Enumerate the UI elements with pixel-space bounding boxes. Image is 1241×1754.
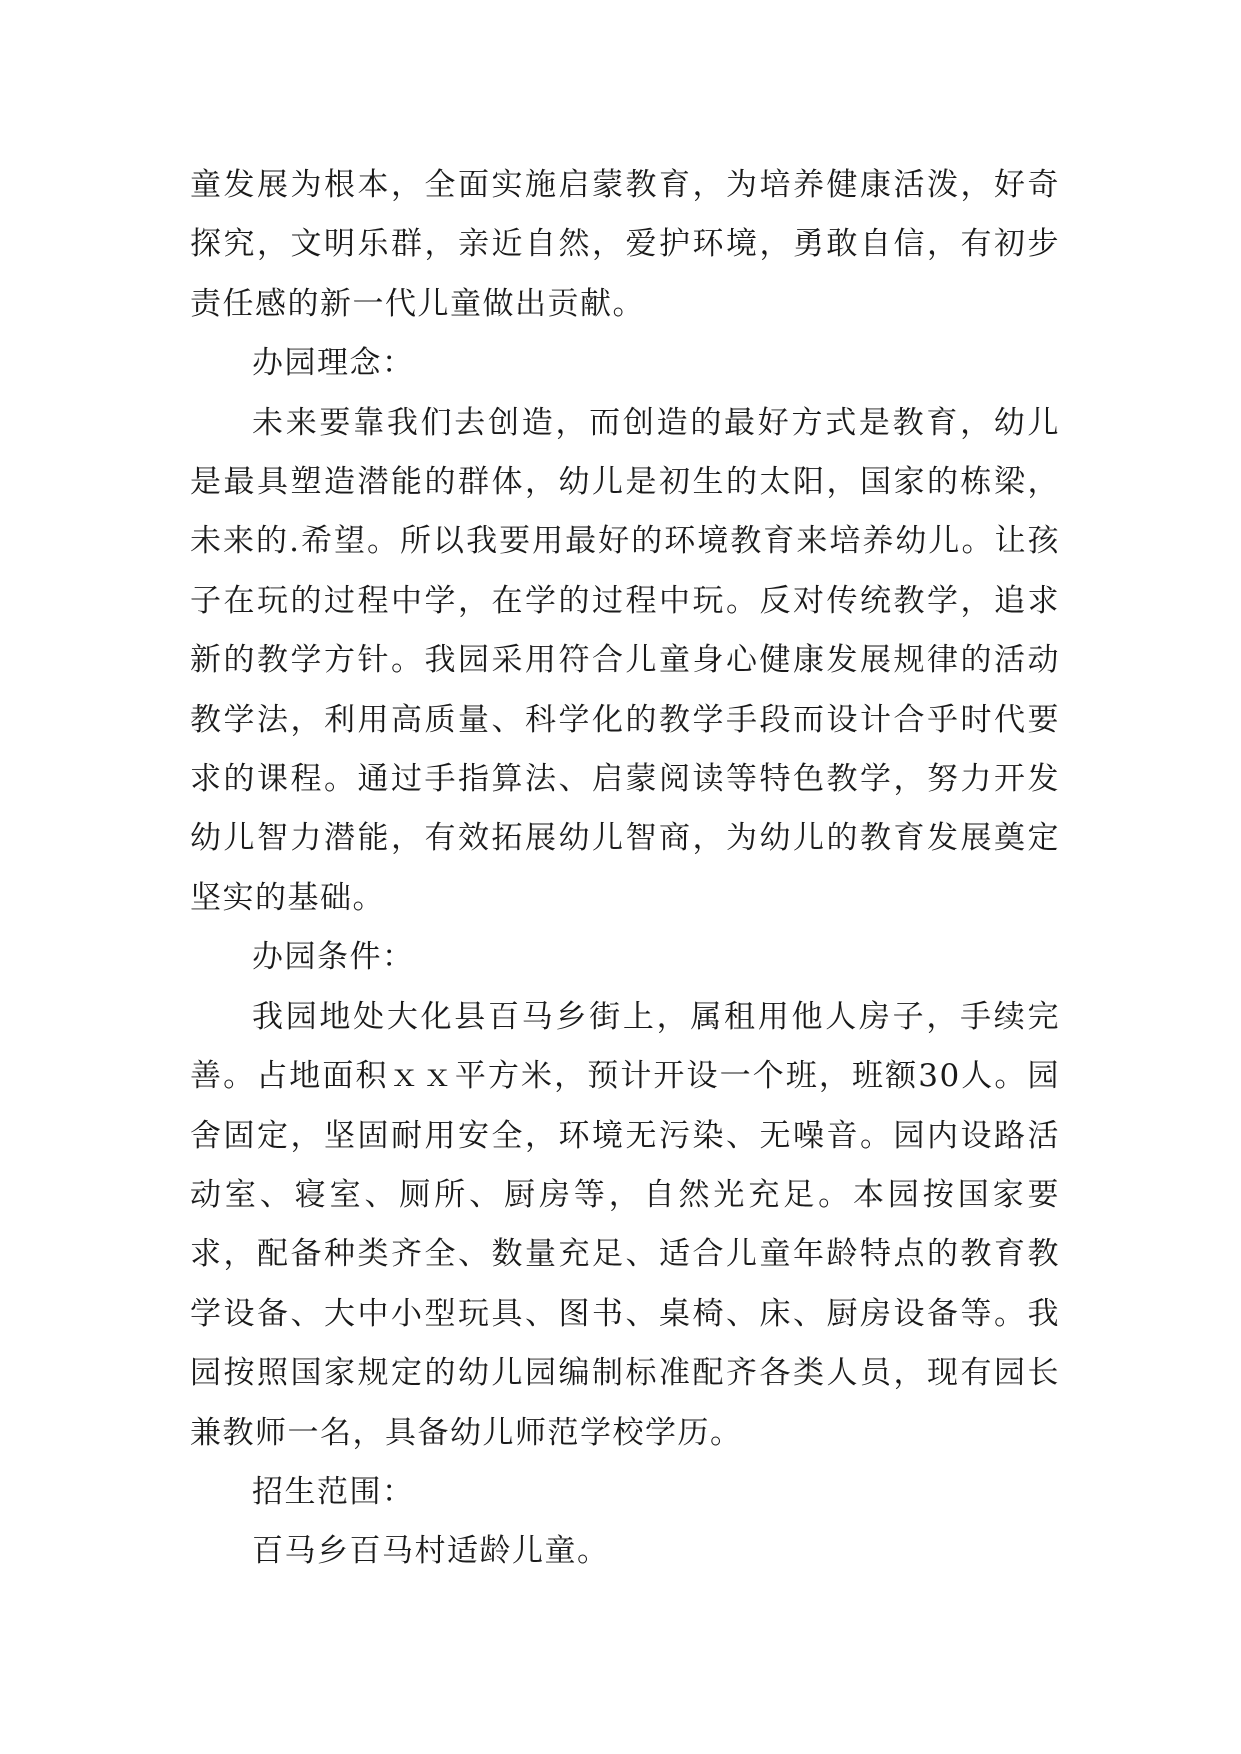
heading-enrollment: 招生范围： bbox=[252, 1473, 415, 1510]
paragraph-conditions: 我园地处大化县百马乡街上，属租用他人房子，手续完善。占地面积ｘｘ平方米，预计开设一个班，班额30人。园舍固定，坚固耐用安全，环境无污染、无噪音。园内设路活动室、寝室、厕所、厨房等，自然光充足。本园按国家要求，配备种类齐全、数量充足、适合儿童年龄特点的教育教学设备、大中小型玩具、图书、桌椅、床、厨房设备等。我园按照国家规定的幼儿园编制标准配齐各类人员，现有园长兼教师一名，具备幼儿师范学校学历。 bbox=[190, 998, 1060, 1451]
document-body bbox=[190, 156, 1060, 1582]
paragraph-enrollment: 百马乡百马村适龄儿童。 bbox=[252, 1533, 610, 1570]
paragraph-philosophy: 未来要靠我们去创造，而创造的最好方式是教育，幼儿是最具塑造潜能的群体，幼儿是初生的太阳，国家的栋梁，未来的.希望。所以我要用最好的环境教育来培养幼儿。让孩子在玩的过程中学，在学的过程中玩。反对传统教学，追求新的教学方针。我园采用符合儿童身心健康发展规律的活动教学法，利用高质量、科学化的教学手段而设计合乎时代要求的课程。通过手指算法、启蒙阅读等特色教学，努力开发幼儿智力潜能，有效拓展幼儿智商，为幼儿的教育发展奠定坚实的基础。 bbox=[190, 404, 1060, 916]
heading-philosophy: 办园理念： bbox=[252, 345, 415, 382]
paragraph-mission-continued: 童发展为根本，全面实施启蒙教育，为培养健康活泼，好奇探究，文明乐群，亲近自然，爱护环境，勇敢自信，有初步责任感的新一代儿童做出贡献。 bbox=[190, 167, 1060, 322]
heading-conditions: 办园条件： bbox=[252, 939, 415, 976]
